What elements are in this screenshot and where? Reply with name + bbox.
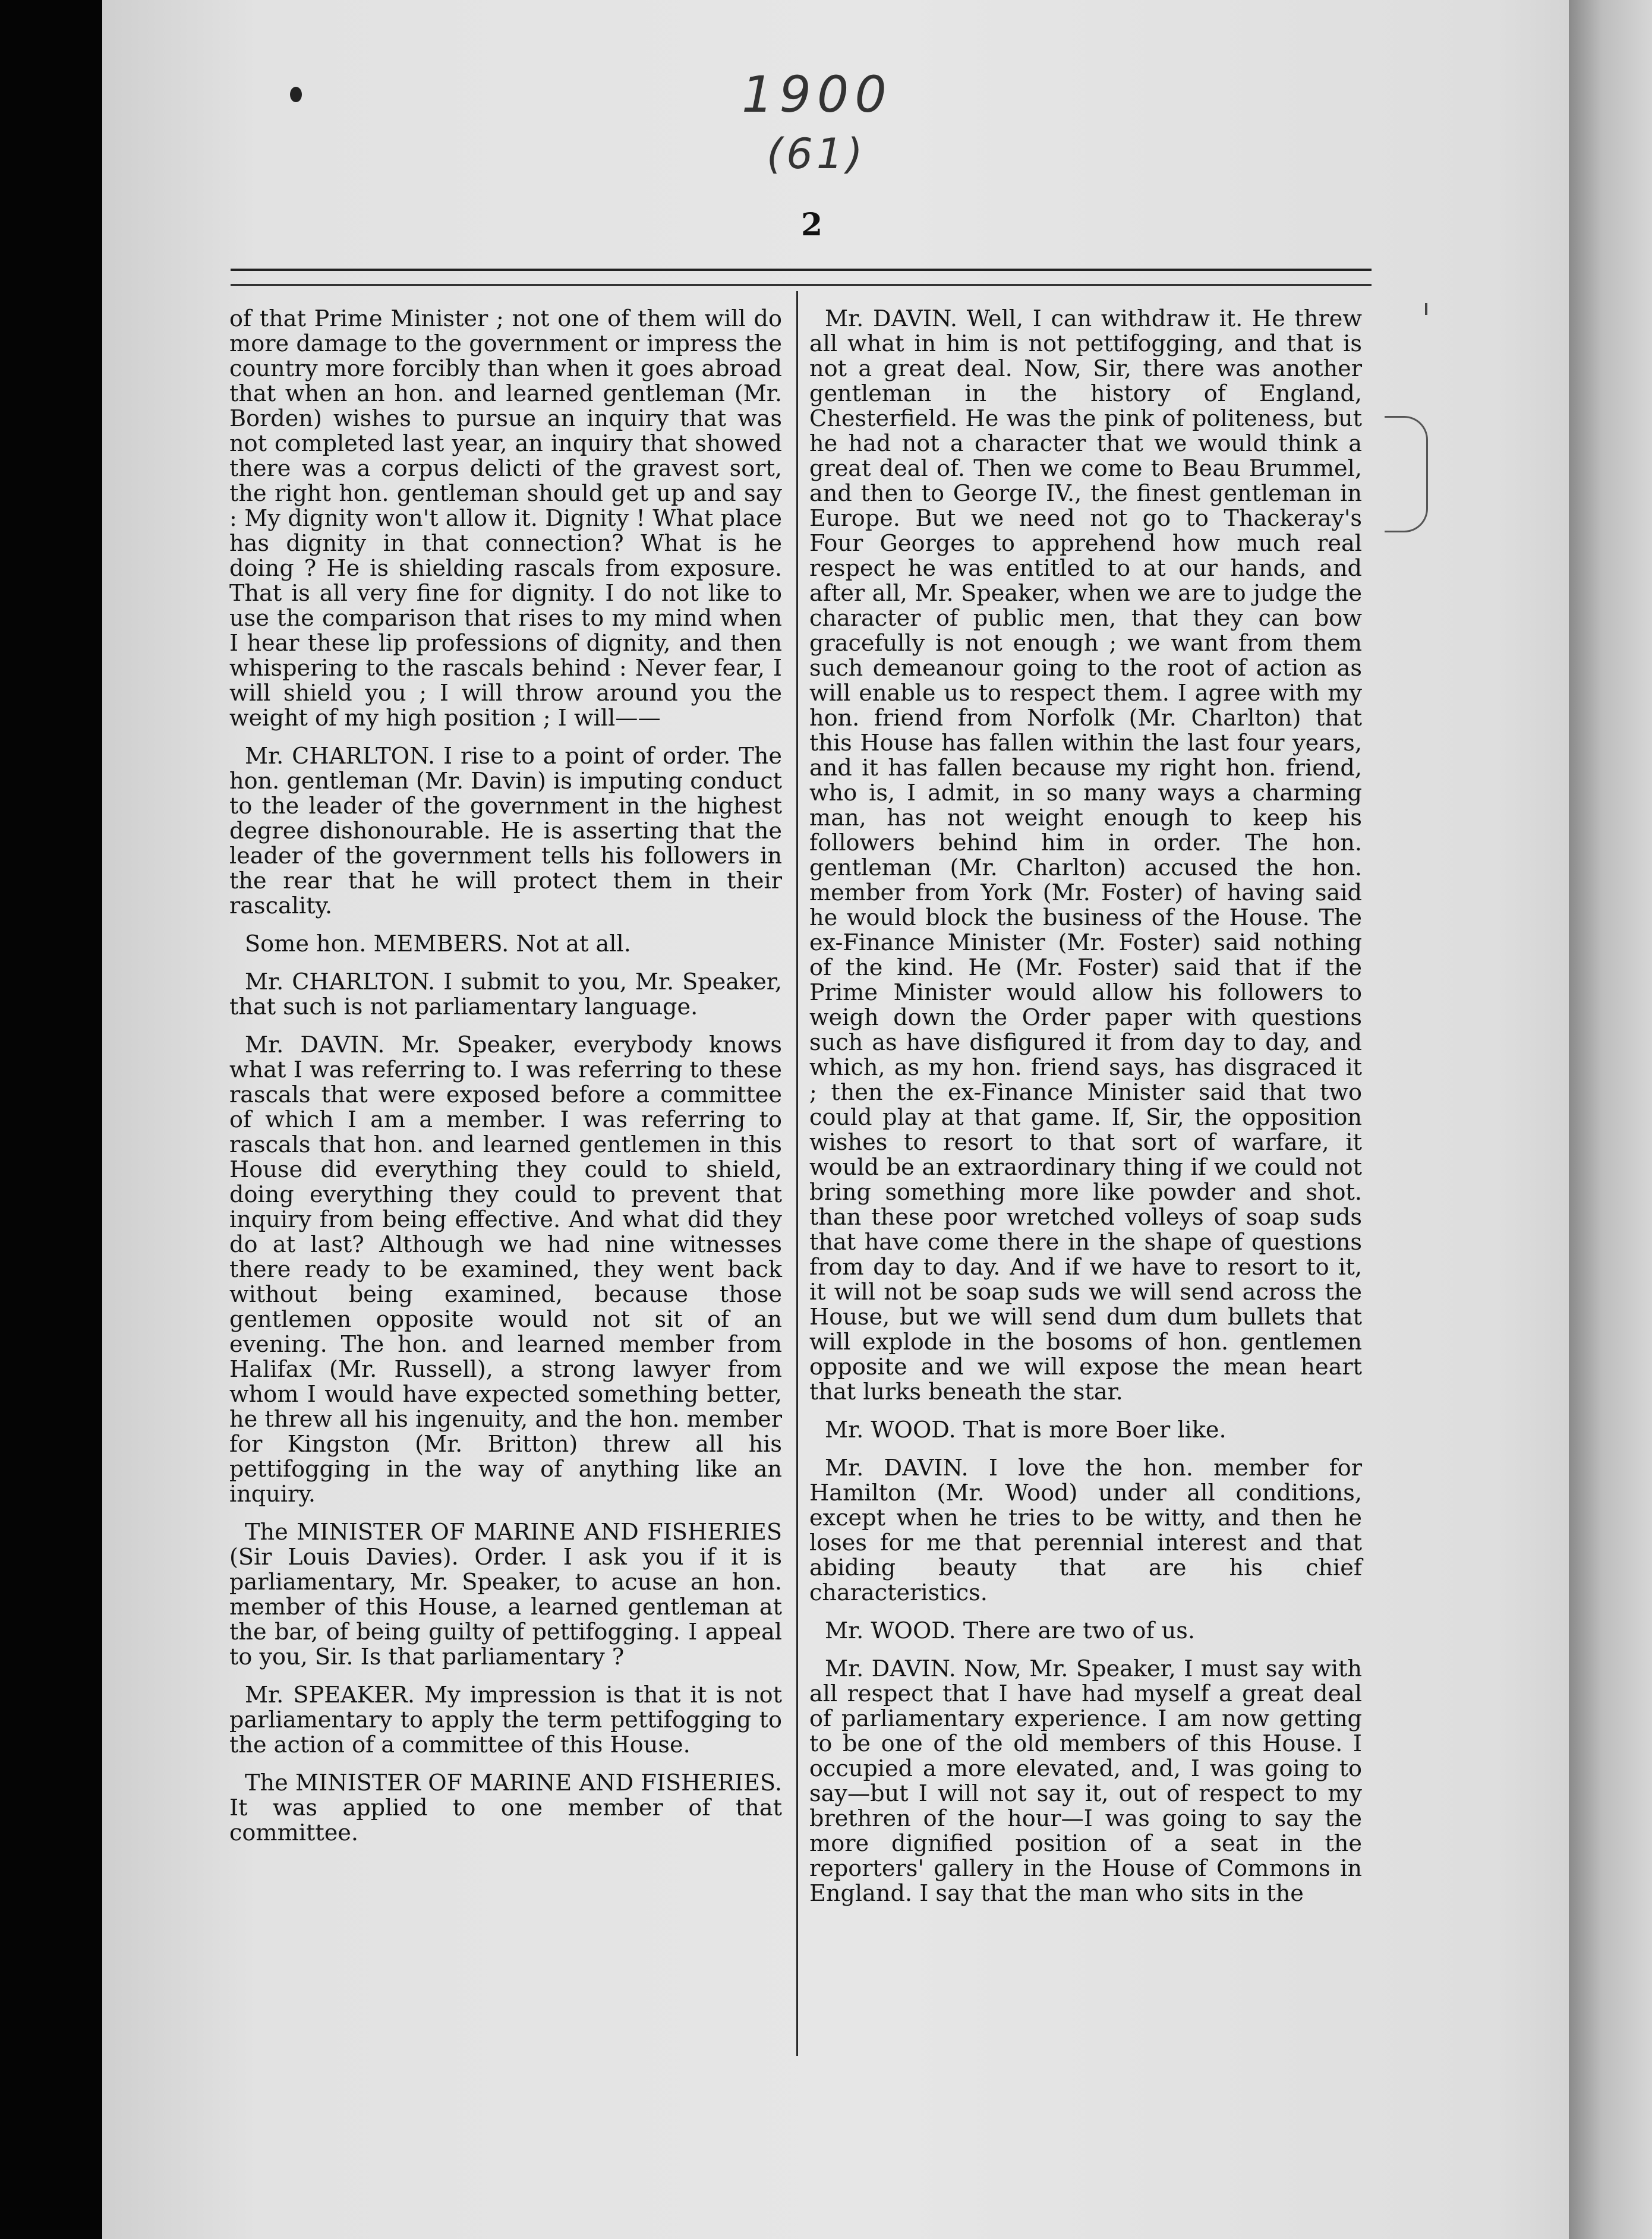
paragraph: The MINISTER OF MARINE AND FISHERIES (Sir Louis Davies). Order. I ask you if it is parliamentary, Mr. Speaker, to acuse an hon. member of this House, a learned gentleman at the bar, of being guilty of pettifogging. I appeal to you, Sir. Is that parliamentary ? xyxy=(229,1519,782,1670)
paragraph: Mr. WOOD. That is more Boer like. xyxy=(825,1417,1227,1443)
paragraph: Mr. DAVIN. Now, Mr. Speaker, I must say with all respect that I have had myself a great deal of parliamentary experience. I am now getting to be one of the old members of this House. I occupied a more elevated, and, I was going to say—but I will not say it, out of respect to my brethren of the hour—I was going to say the more dignified position of a seat in the reporters' gallery in the House of Commons in England. I say that the man who sits in the xyxy=(809,1656,1362,1907)
paragraph: Mr. SPEAKER. My impression is that it is not parliamentary to apply the term pettifogging to the action of a committee of this House. xyxy=(229,1682,782,1758)
margin-pencil-bracket xyxy=(1385,416,1428,532)
paragraph: Mr. CHARLTON. I submit to you, Mr. Speaker, that such is not parliamentary language. xyxy=(229,969,782,1020)
margin-tick-mark xyxy=(1425,303,1427,315)
paragraph: The MINISTER OF MARINE AND FISHERIES. It was applied to one member of that committee. xyxy=(229,1770,782,1846)
handwritten-number-annotation: (61) xyxy=(767,130,866,178)
paragraph: Mr. CHARLTON. I rise to a point of order. The hon. gentleman (Mr. Davin) is imputing conduct to the leader of the government in the highest degree dishonourable. He is asserting that the leader of the government tells his followers in the rear that he will protect them in their rascality. xyxy=(229,743,782,919)
right-column xyxy=(809,307,1362,1919)
left-column xyxy=(229,307,782,1859)
paragraph: Some hon. MEMBERS. Not at all. xyxy=(245,931,631,957)
header-rule xyxy=(231,269,1372,286)
column-divider xyxy=(796,291,798,2056)
page-number: 2 xyxy=(801,207,823,243)
paragraph: of that Prime Minister ; not one of them will do more damage to the government or impress the country more forcibly than when it goes abroad that when an hon. and learned gentleman (Mr. Borden) wishes to pursue an inquiry that was not completed last year, an inquiry that showed there was a corpus delicti of the gravest sort, the right hon. gentleman should get up and say : My dignity won't allow it. Dignity ! What place has dignity in that connection? What is he doing ? He is shielding rascals from exposure. That is all very fine for dignity. I do not like to use the comparison that rises to my mind when I hear these lip professions of dignity, and then whispering to the rascals behind : Never fear, I will shield you ; I will throw around you the weight of my high position ; I will—— xyxy=(229,306,782,731)
punch-hole-mark xyxy=(290,87,302,102)
handwritten-year-annotation: 1900 xyxy=(742,65,893,124)
paragraph: Mr. DAVIN. I love the hon. member for Hamilton (Mr. Wood) under all conditions, except when he tries to be witty, and then he loses for me that perennial interest and that abiding beauty that are his chief characteristics. xyxy=(809,1455,1362,1606)
paragraph: Mr. DAVIN. Mr. Speaker, everybody knows what I was referring to. I was referring to these rascals that were exposed before a committee of which I am a member. I was referring to rascals that hon. and learned gentlemen in this House did everything they could to shield, doing everything they could to prevent that inquiry from being effective. And what did they do at last? Although we had nine witnesses there ready to be examined, they went back without being examined, because those gentlemen opposite would not sit of an evening. The hon. and learned member from Halifax (Mr. Russell), a strong lawyer from whom I would have expected something better, he threw all his ingenuity, and the hon. member for Kingston (Mr. Britton) threw all his pettifogging in the way of anything like an inquiry. xyxy=(229,1032,782,1508)
paragraph: Mr. WOOD. There are two of us. xyxy=(825,1618,1196,1644)
page-edge-strip xyxy=(1569,0,1652,2239)
paragraph: Mr. DAVIN. Well, I can withdraw it. He threw all what in him is not pettifogging, and that is not a great deal. Now, Sir, there was another gentleman in the history of England, Chesterfield. He was the pink of politeness, but he had not a character that we would think a great deal of. Then we come to Beau Brummel, and then to George IV., the finest gentleman in Europe. But we need not go to Thackeray's Four Georges to apprehend how much real respect he was entitled to at our hands, and after all, Mr. Speaker, when we are to judge the character of public men, that they can bow gracefully is not enough ; we want from them such demeanour going to the root of action as will enable us to respect them. I agree with my hon. friend from Norfolk (Mr. Charlton) that this House has fallen within the last four years, and it has fallen because my right hon. friend, who is, I admit, in so many ways a charming man, has not weight enough to keep his followers behind him in order. The hon. gentleman (Mr. Charlton) accused the hon. member from York (Mr. Foster) of having said he would block the business of the House. The ex-Finance Minister (Mr. Foster) said nothing of the kind. He (Mr. Foster) said that if the Prime Minister would allow his followers to weigh down the Order paper with questions such as have disfigured it from day to day, and which, as my hon. friend says, has disgraced it ; then the ex-Finance Minister said that two could play at that game. If, Sir, the opposition wishes to resort to that sort of warfare, it would be an extraordinary thing if we could not bring something more like powder and shot. than these poor wretched volleys of soap suds that have come there in the shape of questions from day to day. And if we have to resort to it, it will not be soap suds we will send across the House, but we will send dum dum bullets that will explode in the bosoms of hon. gentlemen opposite and we will expose the mean heart that lurks beneath the star. xyxy=(809,306,1362,1405)
